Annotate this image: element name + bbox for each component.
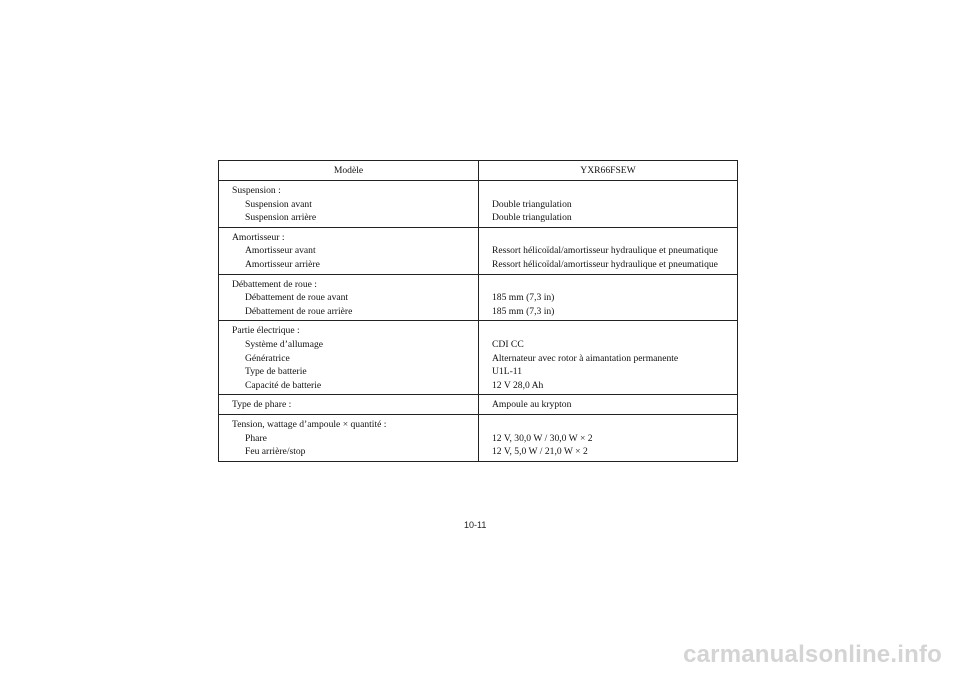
spec-label: Feu arrière/stop [219, 445, 479, 461]
table-row [219, 321, 738, 338]
table-row [219, 445, 738, 461]
spec-label: Amortisseur arrière [219, 258, 479, 274]
model-header-label: Modèle [219, 161, 479, 181]
group-title: Débattement de roue : [219, 274, 479, 291]
table-row [219, 379, 738, 395]
table-row [219, 414, 738, 431]
spec-table [218, 160, 738, 462]
group-title: Tension, wattage d’ampoule × quantité : [219, 414, 479, 431]
group-title: Suspension : [219, 181, 479, 198]
spec-label: Type de batterie [219, 365, 479, 379]
spec-value: 12 V 28,0 Ah [479, 379, 738, 395]
spec-label: Amortisseur avant [219, 244, 479, 258]
spec-label: Débattement de roue arrière [219, 305, 479, 321]
table-row [219, 305, 738, 321]
spec-value: Ressort hélicoïdal/amortisseur hydraulique et pneumatique [492, 245, 718, 257]
spec-value: 185 mm (7,3 in) [479, 305, 738, 321]
group-title: Type de phare : [219, 395, 479, 415]
spec-value: Ressort hélicoïdal/amortisseur hydraulique et pneumatique [479, 258, 738, 274]
table-row [219, 432, 738, 446]
spec-label: Suspension avant [219, 198, 479, 212]
spec-value: Double triangulation [492, 198, 572, 210]
spec-label: Génératrice [219, 352, 479, 366]
spec-label: Suspension arrière [219, 211, 479, 227]
spec-value: Ampoule au krypton [479, 395, 738, 415]
page-number: 10-11 [464, 520, 487, 530]
spec-label: Phare [219, 432, 479, 446]
table-row [219, 338, 738, 352]
table-row [219, 352, 738, 366]
table-header-row [219, 161, 738, 181]
spec-label: Capacité de batterie [219, 379, 479, 395]
table-row [219, 291, 738, 305]
spec-value: U1L-11 [492, 366, 523, 378]
table-row [219, 227, 738, 244]
spec-value: Double triangulation [479, 211, 738, 227]
table-row [219, 395, 738, 415]
table-row [219, 365, 738, 379]
spec-value: Alternateur avec rotor à aimantation permanente [492, 352, 679, 364]
table-row [219, 198, 738, 212]
spec-label: Débattement de roue avant [219, 291, 479, 305]
spec-value: 185 mm (7,3 in) [492, 292, 555, 304]
table-row [219, 258, 738, 274]
model-header-value: YXR66FSEW [479, 161, 738, 181]
table-row [219, 181, 738, 198]
spec-value: 12 V, 5,0 W / 21,0 W × 2 [479, 445, 738, 461]
spec-value: 12 V, 30,0 W / 30,0 W × 2 [492, 432, 593, 444]
group-title: Amortisseur : [219, 227, 479, 244]
group-title: Partie électrique : [219, 321, 479, 338]
spec-value: CDI CC [492, 338, 524, 350]
spec-label: Système d’allumage [219, 338, 479, 352]
table-row [219, 244, 738, 258]
watermark: carmanualsonline.info [683, 641, 942, 668]
table-row [219, 274, 738, 291]
table-row [219, 211, 738, 227]
